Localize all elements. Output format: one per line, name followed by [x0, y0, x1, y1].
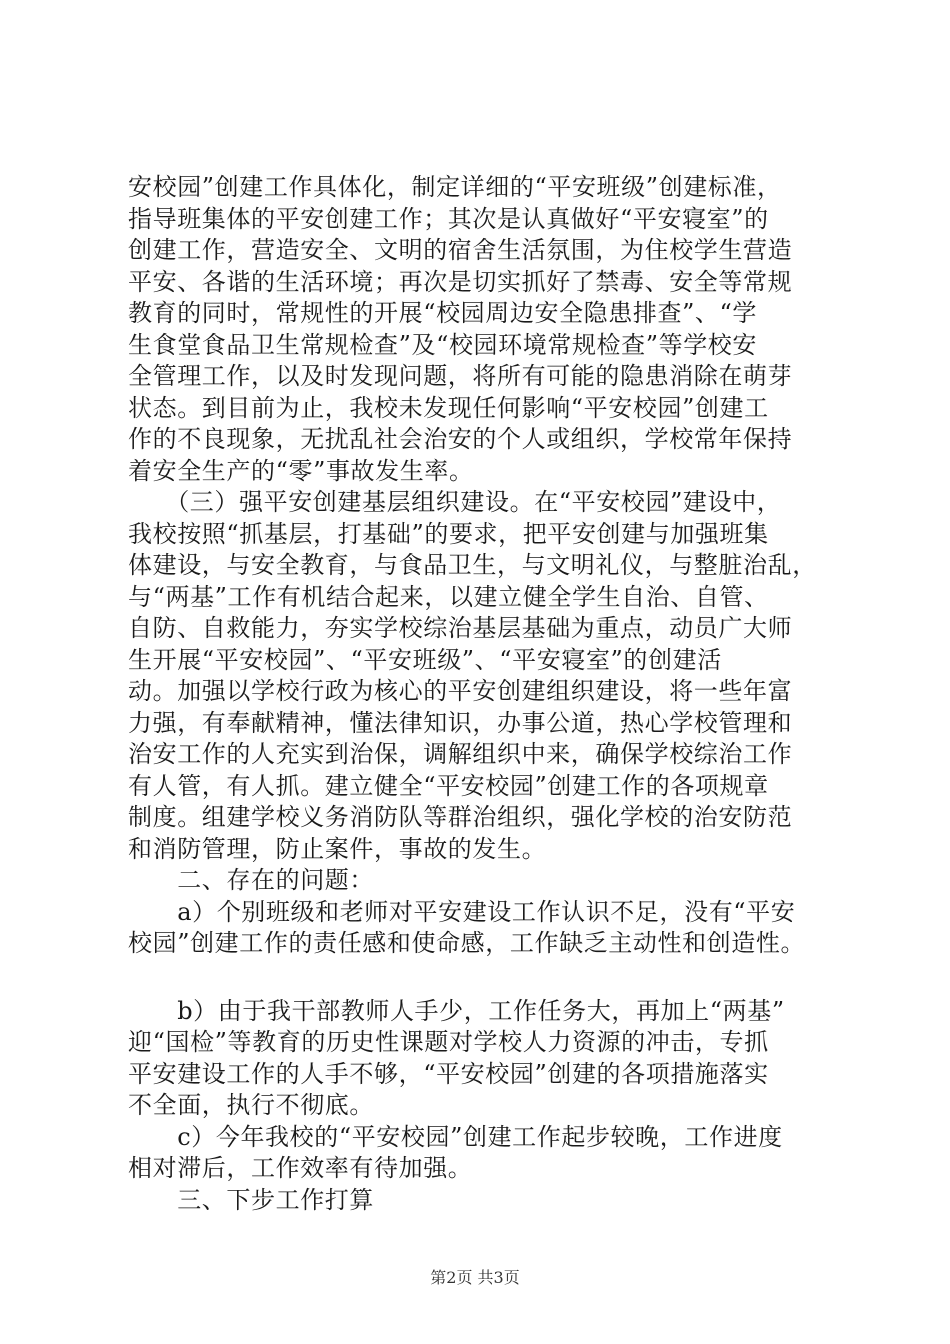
- text-line: 与“两基”工作有机结合起来，以建立健全学生自治、自管、: [128, 582, 769, 611]
- list-item-a: a）个别班级和老师对平安建设工作认识不足，没有“平安: [128, 897, 796, 926]
- text-line: 生食堂食品卫生常规检查”及“校园环境常规检查”等学校安: [128, 330, 758, 359]
- text-line: 作的不良现象，无扰乱社会治安的个人或组织，学校常年保持: [128, 425, 793, 453]
- text-line: 相对滞后，工作效率有待加强。: [128, 1154, 473, 1182]
- section-three-heading-line: （三）强平安创建基层组织建设。在“平安校园”建设中，: [128, 488, 782, 516]
- list-item-b: b）由于我干部教师人手少，工作任务大，再加上“两基”: [128, 996, 785, 1025]
- text-line: 生开展“平安校园”、“平安班级”、“平安寝室”的创建活: [128, 645, 722, 674]
- text-line: 有人管，有人抓。建立健全“平安校园”创建工作的各项规章: [128, 771, 769, 800]
- text-line: 体建设，与安全教育，与食品卫生，与文明礼仪，与整脏治乱，: [128, 551, 817, 579]
- text-line: 动。加强以学校行政为核心的平安创建组织建设，将一些年富: [128, 677, 793, 705]
- text-line: 和消防管理，防止案件，事故的发生。: [128, 834, 547, 863]
- text-line: 平安建设工作的人手不够，“平安校园”创建的各项措施落实: [128, 1059, 769, 1088]
- text-line: 安校园”创建工作具体化，制定详细的“平安班级”创建标准，: [128, 173, 782, 201]
- text-line: 治安工作的人充实到治保，调解组织中来，确保学校综治工作: [128, 740, 793, 768]
- text-line: 迎“国检”等教育的历史性课题对学校人力资源的冲击，专抓: [128, 1028, 769, 1056]
- text-line: 着安全生产的“零”事故发生率。: [128, 456, 474, 485]
- text-line: 平安、各谐的生活环境；再次是切实抓好了禁毒、安全等常规: [128, 267, 793, 296]
- section-heading-next-steps: 三、下步工作打算: [128, 1185, 374, 1214]
- text-line: 我校按照“抓基层，打基础”的要求，把平安创建与加强班集: [128, 519, 769, 548]
- paragraph-gap: [128, 960, 840, 996]
- text-line: 自防、自救能力，夯实学校综治基层基础为重点，动员广大师: [128, 614, 793, 642]
- document-body: [128, 172, 840, 1216]
- text-line: 不全面，执行不彻底。: [128, 1091, 374, 1119]
- text-line: 力强，有奉献精神，懂法律知识，办事公道，热心学校管理和: [128, 708, 793, 737]
- section-heading-problems: 二、存在的问题：: [128, 866, 374, 894]
- text-line: 全管理工作，以及时发现问题，将所有可能的隐患消除在萌芽: [128, 362, 793, 390]
- list-item-c: c）今年我校的“平安校园”创建工作起步较晚，工作进度: [128, 1122, 783, 1151]
- text-line: 教育的同时，常规性的开展“校园周边安全隐患排查”、“学: [128, 299, 758, 327]
- text-line: 创建工作，营造安全、文明的宿舍生活氛围，为住校学生营造: [128, 236, 793, 264]
- page-number-footer: 第2页 共3页: [430, 1268, 520, 1287]
- text-line: 制度。组建学校义务消防队等群治组织，强化学校的治安防范: [128, 803, 793, 831]
- text-line: 状态。到目前为止，我校未发现任何影响“平安校园”创建工: [128, 393, 769, 422]
- text-line: 指导班集体的平安创建工作；其次是认真做好“平安寝室”的: [128, 204, 769, 233]
- text-line: 校园”创建工作的责任感和使命感，工作缺乏主动性和创造性。: [128, 929, 806, 957]
